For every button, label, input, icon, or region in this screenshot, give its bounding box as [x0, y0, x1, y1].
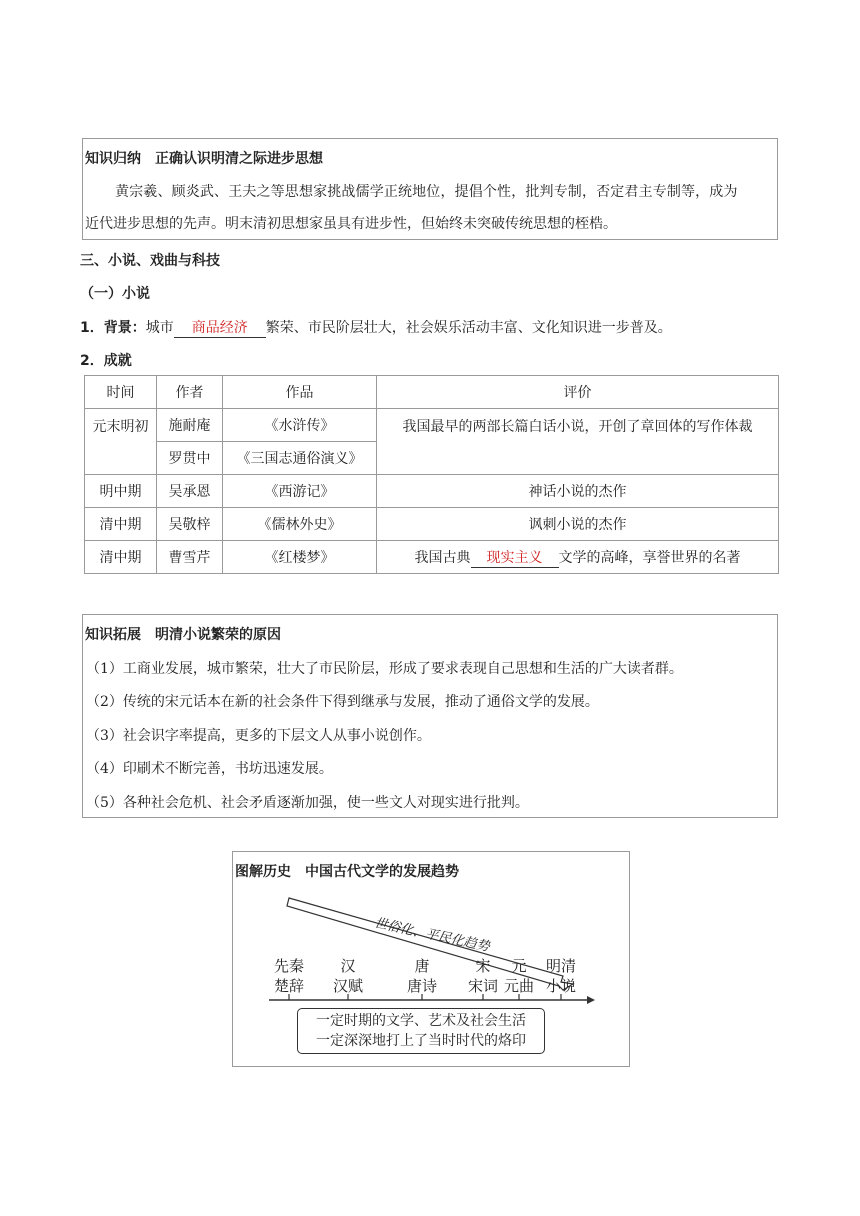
table-row [85, 541, 779, 574]
cell-work: 《水浒传》 [223, 409, 377, 442]
cell-time: 清中期 [85, 541, 157, 574]
knowledge-summary-title: 知识归纳 正确认识明清之际进步思想 [85, 151, 323, 167]
evaluation-blank: 现实主义 [471, 547, 559, 568]
reason-item: （2）传统的宋元话本在新的社会条件下得到继承与发展，推动了通俗文学的发展。 [86, 694, 599, 710]
cell-work: 《三国志通俗演义》 [223, 442, 377, 475]
period-label: 宋 宋词 [467, 957, 498, 995]
background-line [80, 317, 672, 338]
period-label: 汉 汉赋 [332, 957, 363, 995]
cell-evaluation: 神话小说的杰作 [377, 475, 779, 508]
period-label: 明清 小说 [545, 957, 576, 995]
diagram-note-line1: 一定时期的文学、艺术及社会生活 [316, 1013, 526, 1029]
knowledge-summary-line2: 近代进步思想的先声。明末清初思想家虽具有进步性，但始终未突破传统思想的桎梏。 [85, 216, 617, 232]
header-evaluation: 评价 [377, 376, 779, 409]
reason-item: （5）各种社会危机、社会矛盾逐渐加强，使一些文人对现实进行批判。 [86, 795, 529, 811]
cell-author: 吴承恩 [157, 475, 223, 508]
reason-item: （1）工商业发展，城市繁荣，壮大了市民阶层，形成了要求表现自己思想和生活的广大读者群。 [86, 661, 683, 677]
period-label: 元 元曲 [503, 957, 534, 995]
cell-work: 《儒林外史》 [223, 508, 377, 541]
cell-author: 施耐庵 [157, 409, 223, 442]
table-row [85, 475, 779, 508]
cell-evaluation [377, 541, 779, 574]
cell-time: 清中期 [85, 508, 157, 541]
cell-time: 元末明初 [85, 409, 157, 475]
cell-evaluation: 我国最早的两部长篇白话小说，开创了章回体的写作体裁 [377, 409, 779, 475]
reason-item: （4）印刷术不断完善，书坊迅速发展。 [86, 761, 333, 777]
header-time: 时间 [85, 376, 157, 409]
knowledge-summary-box [82, 138, 778, 240]
cell-author: 罗贯中 [157, 442, 223, 475]
table-row [85, 409, 779, 442]
evaluation-pre: 我国古典 [414, 549, 471, 566]
diagram-note-line2: 一定深深地打上了当时时代的烙印 [316, 1033, 526, 1049]
history-diagram-box [232, 851, 630, 1067]
timeline-arrow-icon [587, 996, 595, 1004]
diagram-note-box [297, 1008, 545, 1054]
trend-arrow-label: 世俗化、平民化趋势 [373, 915, 491, 955]
background-post: 繁荣、市民阶层壮大，社会娱乐活动丰富、文化知识进一步普及。 [265, 320, 672, 336]
diagram-title: 图解历史 中国古代文学的发展趋势 [235, 864, 459, 880]
achievements-table [84, 375, 779, 574]
background-label: 1．背景： [80, 320, 146, 336]
table-row [85, 508, 779, 541]
period-label: 唐 唐诗 [406, 957, 437, 995]
subsection-heading: （一）小说 [80, 286, 150, 302]
evaluation-post: 文学的高峰，享誉世界的名著 [558, 549, 741, 566]
cell-work: 《西游记》 [223, 475, 377, 508]
header-work: 作品 [223, 376, 377, 409]
background-blank: 商品经济 [174, 317, 266, 338]
background-pre: 城市 [145, 320, 174, 336]
cell-author: 吴敬梓 [157, 508, 223, 541]
cell-author: 曹雪芹 [157, 541, 223, 574]
knowledge-extension-title: 知识拓展 明清小说繁荣的原因 [85, 627, 281, 643]
cell-time: 明中期 [85, 475, 157, 508]
header-author: 作者 [157, 376, 223, 409]
achievements-label: 2．成就 [80, 353, 132, 369]
cell-work: 《红楼梦》 [223, 541, 377, 574]
table-header-row [85, 376, 779, 409]
reason-item: （3）社会识字率提高，更多的下层文人从事小说创作。 [86, 728, 431, 744]
section-heading: 三、小说、戏曲与科技 [80, 253, 220, 269]
knowledge-extension-box [82, 614, 778, 818]
knowledge-summary-line1: 黄宗羲、顾炎武、王夫之等思想家挑战儒学正统地位，提倡个性，批判专制，否定君主专制等，成为 [115, 184, 738, 200]
period-label: 先秦 楚辞 [273, 957, 304, 995]
cell-evaluation: 讽刺小说的杰作 [377, 508, 779, 541]
